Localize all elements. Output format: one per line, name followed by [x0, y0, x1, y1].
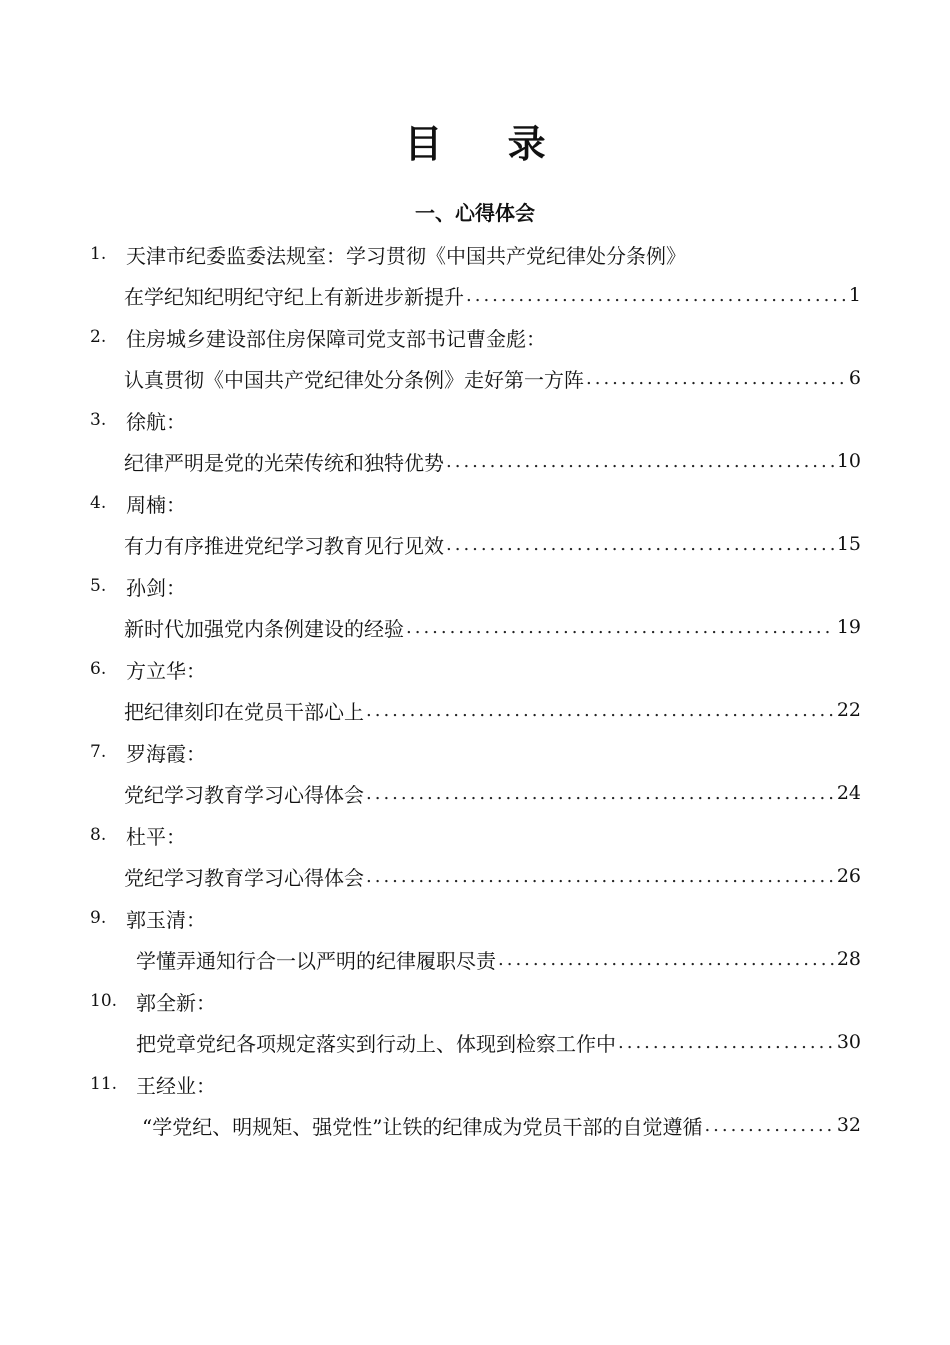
entry-page: 15 [836, 533, 861, 555]
toc-entry-7[interactable] [0, 732, 950, 815]
dot-leader [618, 1032, 835, 1053]
page-title: 目 录 [404, 122, 572, 166]
dot-leader [498, 949, 835, 970]
entry-page: 19 [836, 616, 861, 638]
toc-entry-2[interactable] [0, 317, 950, 400]
entry-title: 学懂弄通知行合一以严明的纪律履职尽责 [136, 948, 496, 973]
entry-author: 方立华： [126, 658, 206, 683]
dot-leader [366, 866, 835, 887]
dot-leader [406, 617, 835, 638]
entry-title: 纪律严明是党的光荣传统和独特优势 [124, 450, 444, 475]
entry-number: 7. [90, 742, 107, 762]
entry-number: 3. [90, 410, 107, 430]
entry-title: 把党章党纪各项规定落实到行动上、体现到检察工作中 [136, 1031, 616, 1056]
entry-number: 6. [90, 659, 107, 679]
toc-entry-5[interactable] [0, 566, 950, 649]
entry-author: 徐航： [126, 409, 186, 434]
entry-page: 1 [848, 284, 861, 306]
entry-title: 有力有序推进党纪学习教育见行见效 [124, 533, 444, 558]
section-heading: 一、心得体会 [415, 201, 535, 225]
entry-author: 郭全新： [136, 990, 216, 1015]
entry-author: 周楠： [126, 492, 186, 517]
toc-entry-10[interactable] [0, 981, 950, 1064]
entry-page: 30 [836, 1031, 861, 1053]
entry-title: 在学纪知纪明纪守纪上有新进步新提升 [124, 284, 464, 309]
toc-entry-8[interactable] [0, 815, 950, 898]
entry-page: 24 [836, 782, 861, 804]
toc-entry-1[interactable] [0, 234, 950, 317]
dot-leader [446, 534, 835, 555]
entry-page: 28 [836, 948, 861, 970]
dot-leader [586, 368, 847, 389]
entry-author: 住房城乡建设部住房保障司党支部书记曹金彪： [126, 326, 546, 351]
dot-leader [446, 451, 835, 472]
entry-number: 1. [90, 244, 107, 264]
toc-entry-11[interactable] [0, 1064, 950, 1147]
entry-author: 王经业： [136, 1073, 216, 1098]
entry-number: 10. [90, 991, 118, 1011]
entry-title: 党纪学习教育学习心得体会 [124, 782, 364, 807]
toc-entry-4[interactable] [0, 483, 950, 566]
entry-page: 32 [836, 1114, 861, 1136]
entry-page: 22 [836, 699, 861, 721]
entry-number: 5. [90, 576, 107, 596]
entry-number: 9. [90, 908, 107, 928]
entry-page: 6 [848, 367, 861, 389]
toc-entry-9[interactable] [0, 898, 950, 981]
entry-title: 党纪学习教育学习心得体会 [124, 865, 364, 890]
table-of-contents [0, 234, 950, 1147]
entry-title: 新时代加强党内条例建设的经验 [124, 616, 404, 641]
toc-entry-3[interactable] [0, 400, 950, 483]
dot-leader [704, 1115, 834, 1136]
entry-number: 11. [90, 1074, 118, 1094]
entry-title: 认真贯彻《中国共产党纪律处分条例》走好第一方阵 [124, 367, 584, 392]
dot-leader [466, 285, 847, 306]
dot-leader [366, 700, 835, 721]
entry-page: 26 [836, 865, 861, 887]
dot-leader [366, 783, 835, 804]
entry-author: 杜平： [126, 824, 186, 849]
entry-title: 把纪律刻印在党员干部心上 [124, 699, 364, 724]
entry-author: 郭玉清： [126, 907, 206, 932]
entry-author: 罗海霞： [126, 741, 206, 766]
entry-author: 孙剑： [126, 575, 186, 600]
toc-entry-6[interactable] [0, 649, 950, 732]
entry-number: 2. [90, 327, 107, 347]
entry-number: 4. [90, 493, 107, 513]
entry-author: 天津市纪委监委法规室：学习贯彻《中国共产党纪律处分条例》 [126, 243, 686, 268]
entry-title: “学党纪、明规矩、强党性”让铁的纪律成为党员干部的自觉遵循 [142, 1114, 703, 1139]
entry-page: 10 [836, 450, 861, 472]
entry-number: 8. [90, 825, 107, 845]
